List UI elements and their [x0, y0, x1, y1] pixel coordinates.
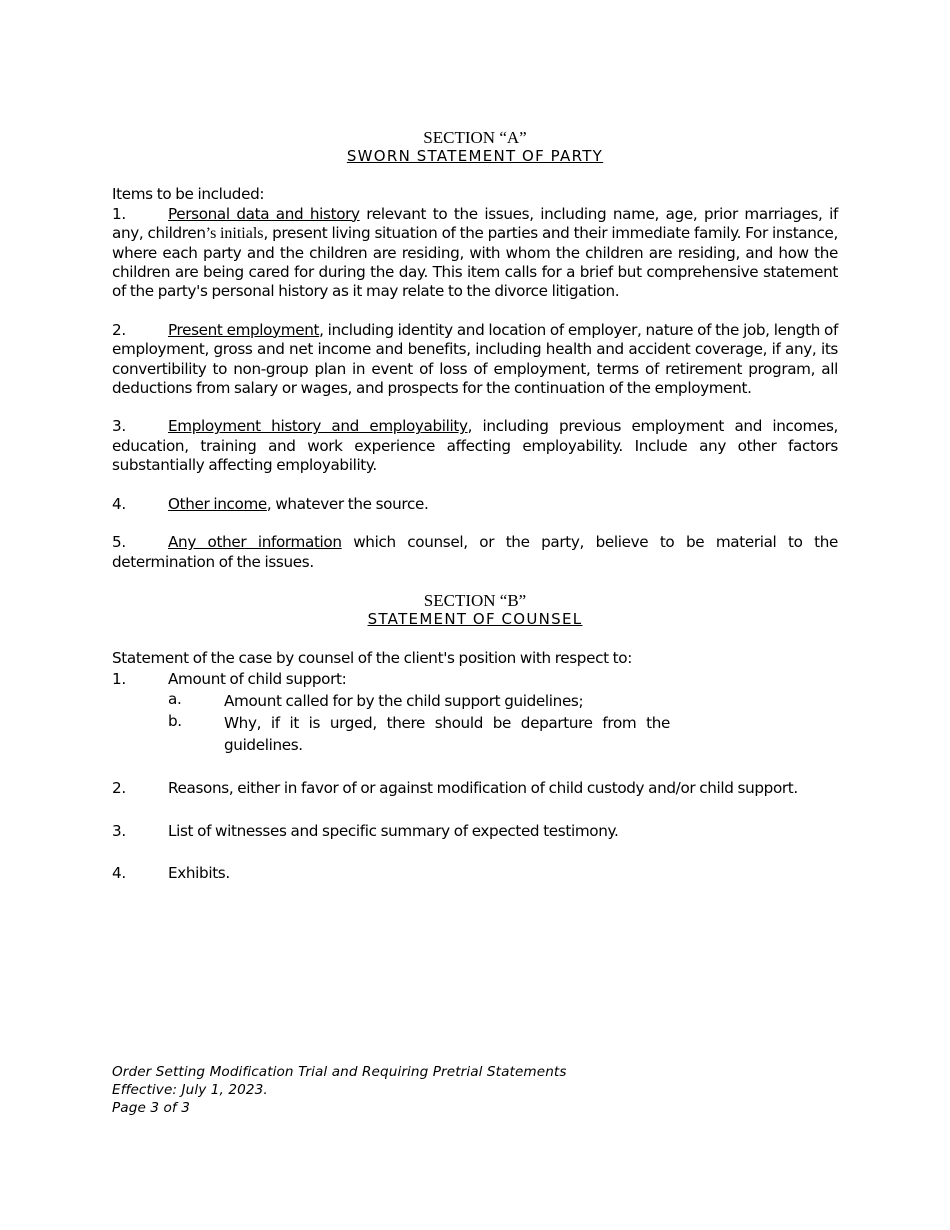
section-b-subitem-b	[112, 712, 838, 756]
item-number: 3.	[112, 417, 126, 436]
section-b-subitem-a	[112, 690, 838, 712]
section-a-item-4	[112, 495, 838, 514]
item-number: 1.	[112, 204, 126, 223]
item-heading: Present employment	[168, 320, 320, 339]
section-b-label: SECTION “B”	[423, 590, 527, 610]
item-heading: Employment history and employability	[168, 417, 468, 436]
item-number: 4.	[112, 494, 126, 513]
section-a-heading	[112, 128, 838, 166]
footer-page-number: Page 3 of 3	[112, 1100, 190, 1116]
item-text: , including previous employment and incomes, education, training and work experience affecting employability. Include any other factors substantially affecting employability.	[112, 417, 838, 475]
item-text: Exhibits.	[168, 864, 230, 883]
item-heading: Any other information	[168, 533, 342, 552]
subitem-text: Amount called for by the child support guidelines;	[224, 692, 584, 711]
section-a-item-5	[112, 533, 838, 572]
item-text: List of witnesses and specific summary of expected testimony.	[168, 821, 619, 840]
page-footer	[112, 1063, 567, 1117]
item-number: 5.	[112, 533, 126, 552]
section-b-item-3	[112, 822, 838, 841]
item-number: 3.	[112, 821, 126, 840]
item-number: 1.	[112, 670, 126, 689]
item-number: 4.	[112, 864, 126, 883]
item-text: Amount of child support:	[168, 670, 347, 689]
section-a-label: SECTION “A”	[423, 128, 527, 147]
section-b-item-2	[112, 779, 838, 798]
section-b-item-4	[112, 864, 838, 883]
section-b-intro: Statement of the case by counsel of the client's position with respect to:	[112, 649, 632, 668]
item-text: relevant to the issues, including name, age, prior marriages, if any, children	[112, 204, 838, 243]
item-text: which counsel, or the party, believe to be material to the determination of the issues.	[112, 533, 838, 571]
section-a-item-1	[112, 205, 838, 302]
section-b-item-1	[112, 669, 838, 690]
section-a-title: SWORN STATEMENT OF PARTY	[346, 147, 604, 165]
subitem-letter: a.	[168, 690, 182, 709]
item-text-serif: ’s initials	[205, 225, 264, 243]
section-b-heading	[112, 591, 838, 629]
document-body	[112, 128, 838, 884]
item-text: Reasons, either in favor of or against modification of child custody and/or child support.	[168, 779, 798, 798]
footer-effective-date: Effective: July 1, 2023.	[112, 1082, 268, 1098]
section-b-title: STATEMENT OF COUNSEL	[367, 609, 583, 628]
item-text: , present living situation of the parties and their immediate family. For instance, where each party and the children are residing, with whom the children are residing, and how the children are being cared for during the day. This item calls for a brief but comprehensive statement of the party's personal history as it may relate to the divorce litigation.	[112, 224, 839, 301]
section-a-intro: Items to be included:	[112, 185, 265, 204]
section-a-item-2	[112, 321, 838, 399]
subitem-letter: b.	[168, 712, 182, 731]
item-heading: Other income	[168, 494, 267, 513]
item-text: , including identity and location of employer, nature of the job, length of employment, gross and net income and benefits, including health and accident coverage, if any, its convertibility to non-group plan in event of loss of employment, terms of retirement program, all deductions from salary or wages, and prospects for the continuation of the employment.	[112, 320, 838, 398]
item-number: 2.	[112, 320, 126, 339]
item-heading: Personal data and history	[168, 204, 360, 223]
subitem-text: Why, if it is urged, there should be departure from the guidelines.	[224, 714, 670, 755]
item-number: 2.	[112, 779, 126, 798]
footer-title: Order Setting Modification Trial and Requiring Pretrial Statements	[112, 1064, 567, 1080]
section-a-item-3	[112, 417, 838, 475]
item-text: , whatever the source.	[266, 494, 429, 513]
